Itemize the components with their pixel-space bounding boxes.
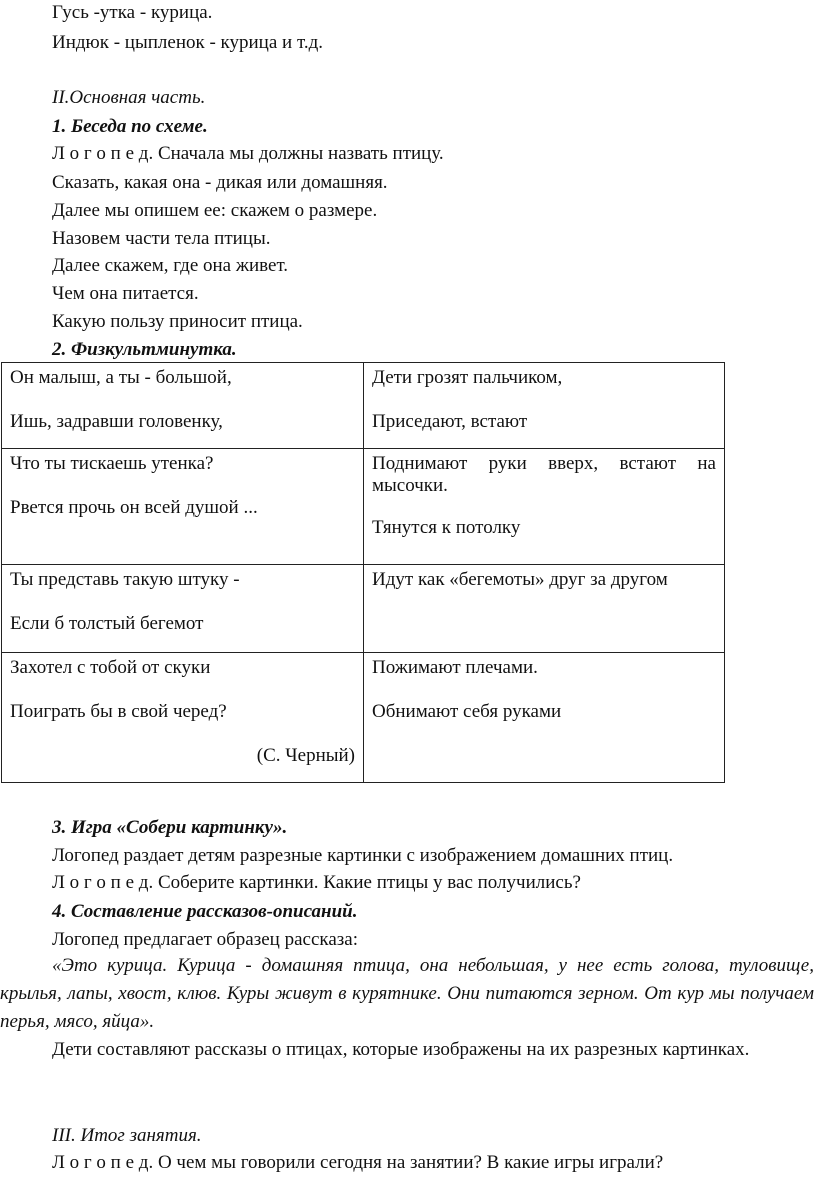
speaker-label: Л о г о п е д. — [52, 872, 154, 893]
section-heading-main: II.Основная часть. — [52, 87, 206, 108]
text-line: Назовем части тела птицы. — [52, 228, 271, 249]
poem-line: Он малыш, а ты - большой, — [10, 367, 232, 388]
intro-line-2: Индюк - цыпленок - курица и т.д. — [52, 32, 323, 53]
poem-line: Поиграть бы в свой черед? — [10, 701, 227, 722]
action-cell — [364, 363, 725, 449]
section-heading-summary: III. Итог занятия. — [52, 1125, 202, 1146]
action-line: Пожимают плечами. — [372, 657, 538, 678]
subsection-title-4: 4. Составление рассказов-описаний. — [52, 901, 358, 922]
action-line: Приседают, встают — [372, 411, 528, 432]
action-line: Дети грозят пальчиком, — [372, 367, 563, 388]
action-line: Идут как «бегемоты» друг за другом — [372, 569, 668, 590]
table-row — [2, 449, 725, 565]
text-line: Далее скажем, где она живет. — [52, 255, 289, 276]
action-cell — [364, 653, 725, 783]
poem-cell — [2, 565, 364, 653]
text-line: Сказать, какая она - дикая или домашняя. — [52, 172, 388, 193]
speech-text: О чем мы говорили сегодня на занятии? В какие игры играли? — [157, 1152, 664, 1173]
speech-line — [52, 872, 581, 894]
text-line: Далее мы опишем ее: скажем о размере. — [52, 200, 378, 221]
poem-line: Что ты тискаешь утенка? — [10, 453, 214, 474]
speaker-label: Л о г о п е д. — [52, 143, 154, 164]
poem-line: Если б толстый бегемот — [10, 613, 204, 634]
speech-line — [52, 1152, 663, 1174]
text-line: Логопед раздает детям разрезные картинки с изображением домашних птиц. — [52, 845, 674, 866]
action-line: Обнимают себя руками — [372, 701, 562, 722]
speech-line — [52, 143, 444, 165]
subsection-title-3: 3. Игра «Собери картинку». — [52, 817, 288, 838]
speech-text: Сначала мы должны назвать птицу. — [157, 143, 444, 164]
poem-author: (С. Черный) — [256, 745, 355, 766]
text-line: Чем она питается. — [52, 283, 199, 304]
action-cell — [364, 565, 725, 653]
poem-line: Рвется прочь он всей душой ... — [10, 497, 258, 518]
table-row — [2, 565, 725, 653]
text-line: Какую пользу приносит птица. — [52, 311, 303, 332]
table-row — [2, 653, 725, 783]
speech-text: Соберите картинки. Какие птицы у вас получились? — [157, 872, 581, 893]
subsection-title-1: 1. Беседа по схеме. — [52, 116, 208, 137]
poem-cell — [2, 653, 364, 783]
sample-story: «Это курица. Курица - домашняя птица, она небольшая, у нее есть голова, туловище, крылья, лапы, хвост, клюв. Куры живут в курятнике. Они питаются зерном. От кур мы получаем перья, мясо, яйца». — [0, 955, 814, 1032]
poem-line: Захотел с тобой от скуки — [10, 657, 211, 678]
poem-cell — [2, 449, 364, 565]
subsection-title-2: 2. Физкультминутка. — [52, 339, 237, 360]
action-line: Тянутся к потолку — [372, 517, 521, 538]
intro-line-1: Гусь -утка - курица. — [52, 2, 213, 23]
table-row — [2, 363, 725, 449]
action-line: Поднимают руки вверх, встают на мысочки. — [372, 453, 716, 496]
poem-cell — [2, 363, 364, 449]
text-line: Логопед предлагает образец рассказа: — [52, 929, 358, 950]
poem-line: Ты представь такую штуку - — [10, 569, 240, 590]
exercise-table — [1, 362, 725, 783]
poem-line: Ишь, задравши головенку, — [10, 411, 223, 432]
speaker-label: Л о г о п е д. — [52, 1152, 154, 1173]
action-cell — [364, 449, 725, 565]
text-paragraph: Дети составляют рассказы о птицах, которые изображены на их разрезных картинках. — [52, 1039, 750, 1060]
